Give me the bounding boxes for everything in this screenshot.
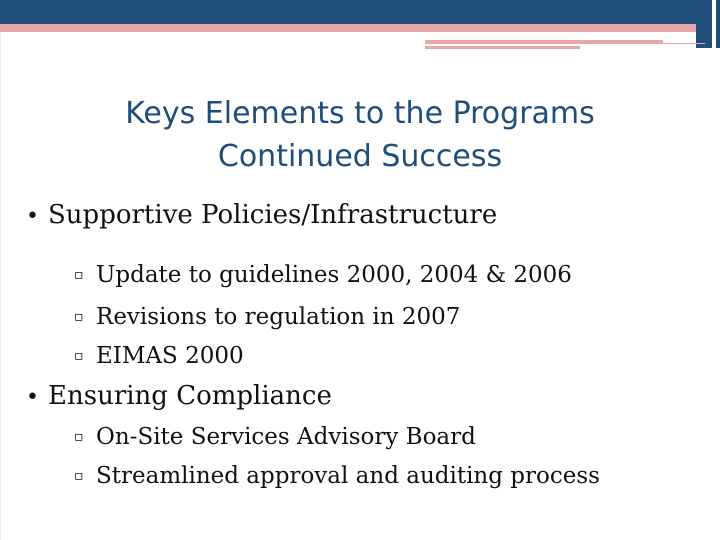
sub-bullet-guidelines	[74, 260, 572, 290]
sub-bullet-text: Revisions to regulation in 2007	[96, 304, 461, 330]
sub-bullet-marker: ▫	[74, 468, 84, 484]
sub-bullet-marker: ▫	[74, 309, 84, 325]
bullet-ensuring-compliance	[26, 380, 332, 414]
sub-bullet-text: On-Site Services Advisory Board	[96, 424, 476, 450]
sub-bullet-text: EIMAS 2000	[96, 343, 244, 369]
sub-bullet-marker: ▫	[74, 429, 84, 445]
bullet-text: Supportive Policies/Infrastructure	[48, 200, 498, 230]
bullet-marker: •	[26, 204, 39, 229]
sub-bullet-regulation	[74, 302, 460, 332]
bullet-marker: •	[26, 385, 39, 410]
sub-bullet-marker: ▫	[74, 348, 84, 364]
sub-bullet-approval-process	[74, 461, 600, 491]
sub-bullet-advisory-board	[74, 422, 476, 452]
sub-bullet-text: Update to guidelines 2000, 2004 & 2006	[96, 262, 572, 288]
bullet-supportive-policies	[26, 199, 497, 233]
sub-bullet-marker: ▫	[74, 267, 84, 283]
bullet-text: Ensuring Compliance	[48, 381, 332, 411]
title-line-2: Continued Success	[217, 139, 503, 174]
sub-bullet-text: Streamlined approval and auditing process	[96, 463, 600, 489]
sub-bullet-eimas	[74, 341, 244, 371]
title-line-1: Keys Elements to the Programs	[125, 96, 595, 131]
